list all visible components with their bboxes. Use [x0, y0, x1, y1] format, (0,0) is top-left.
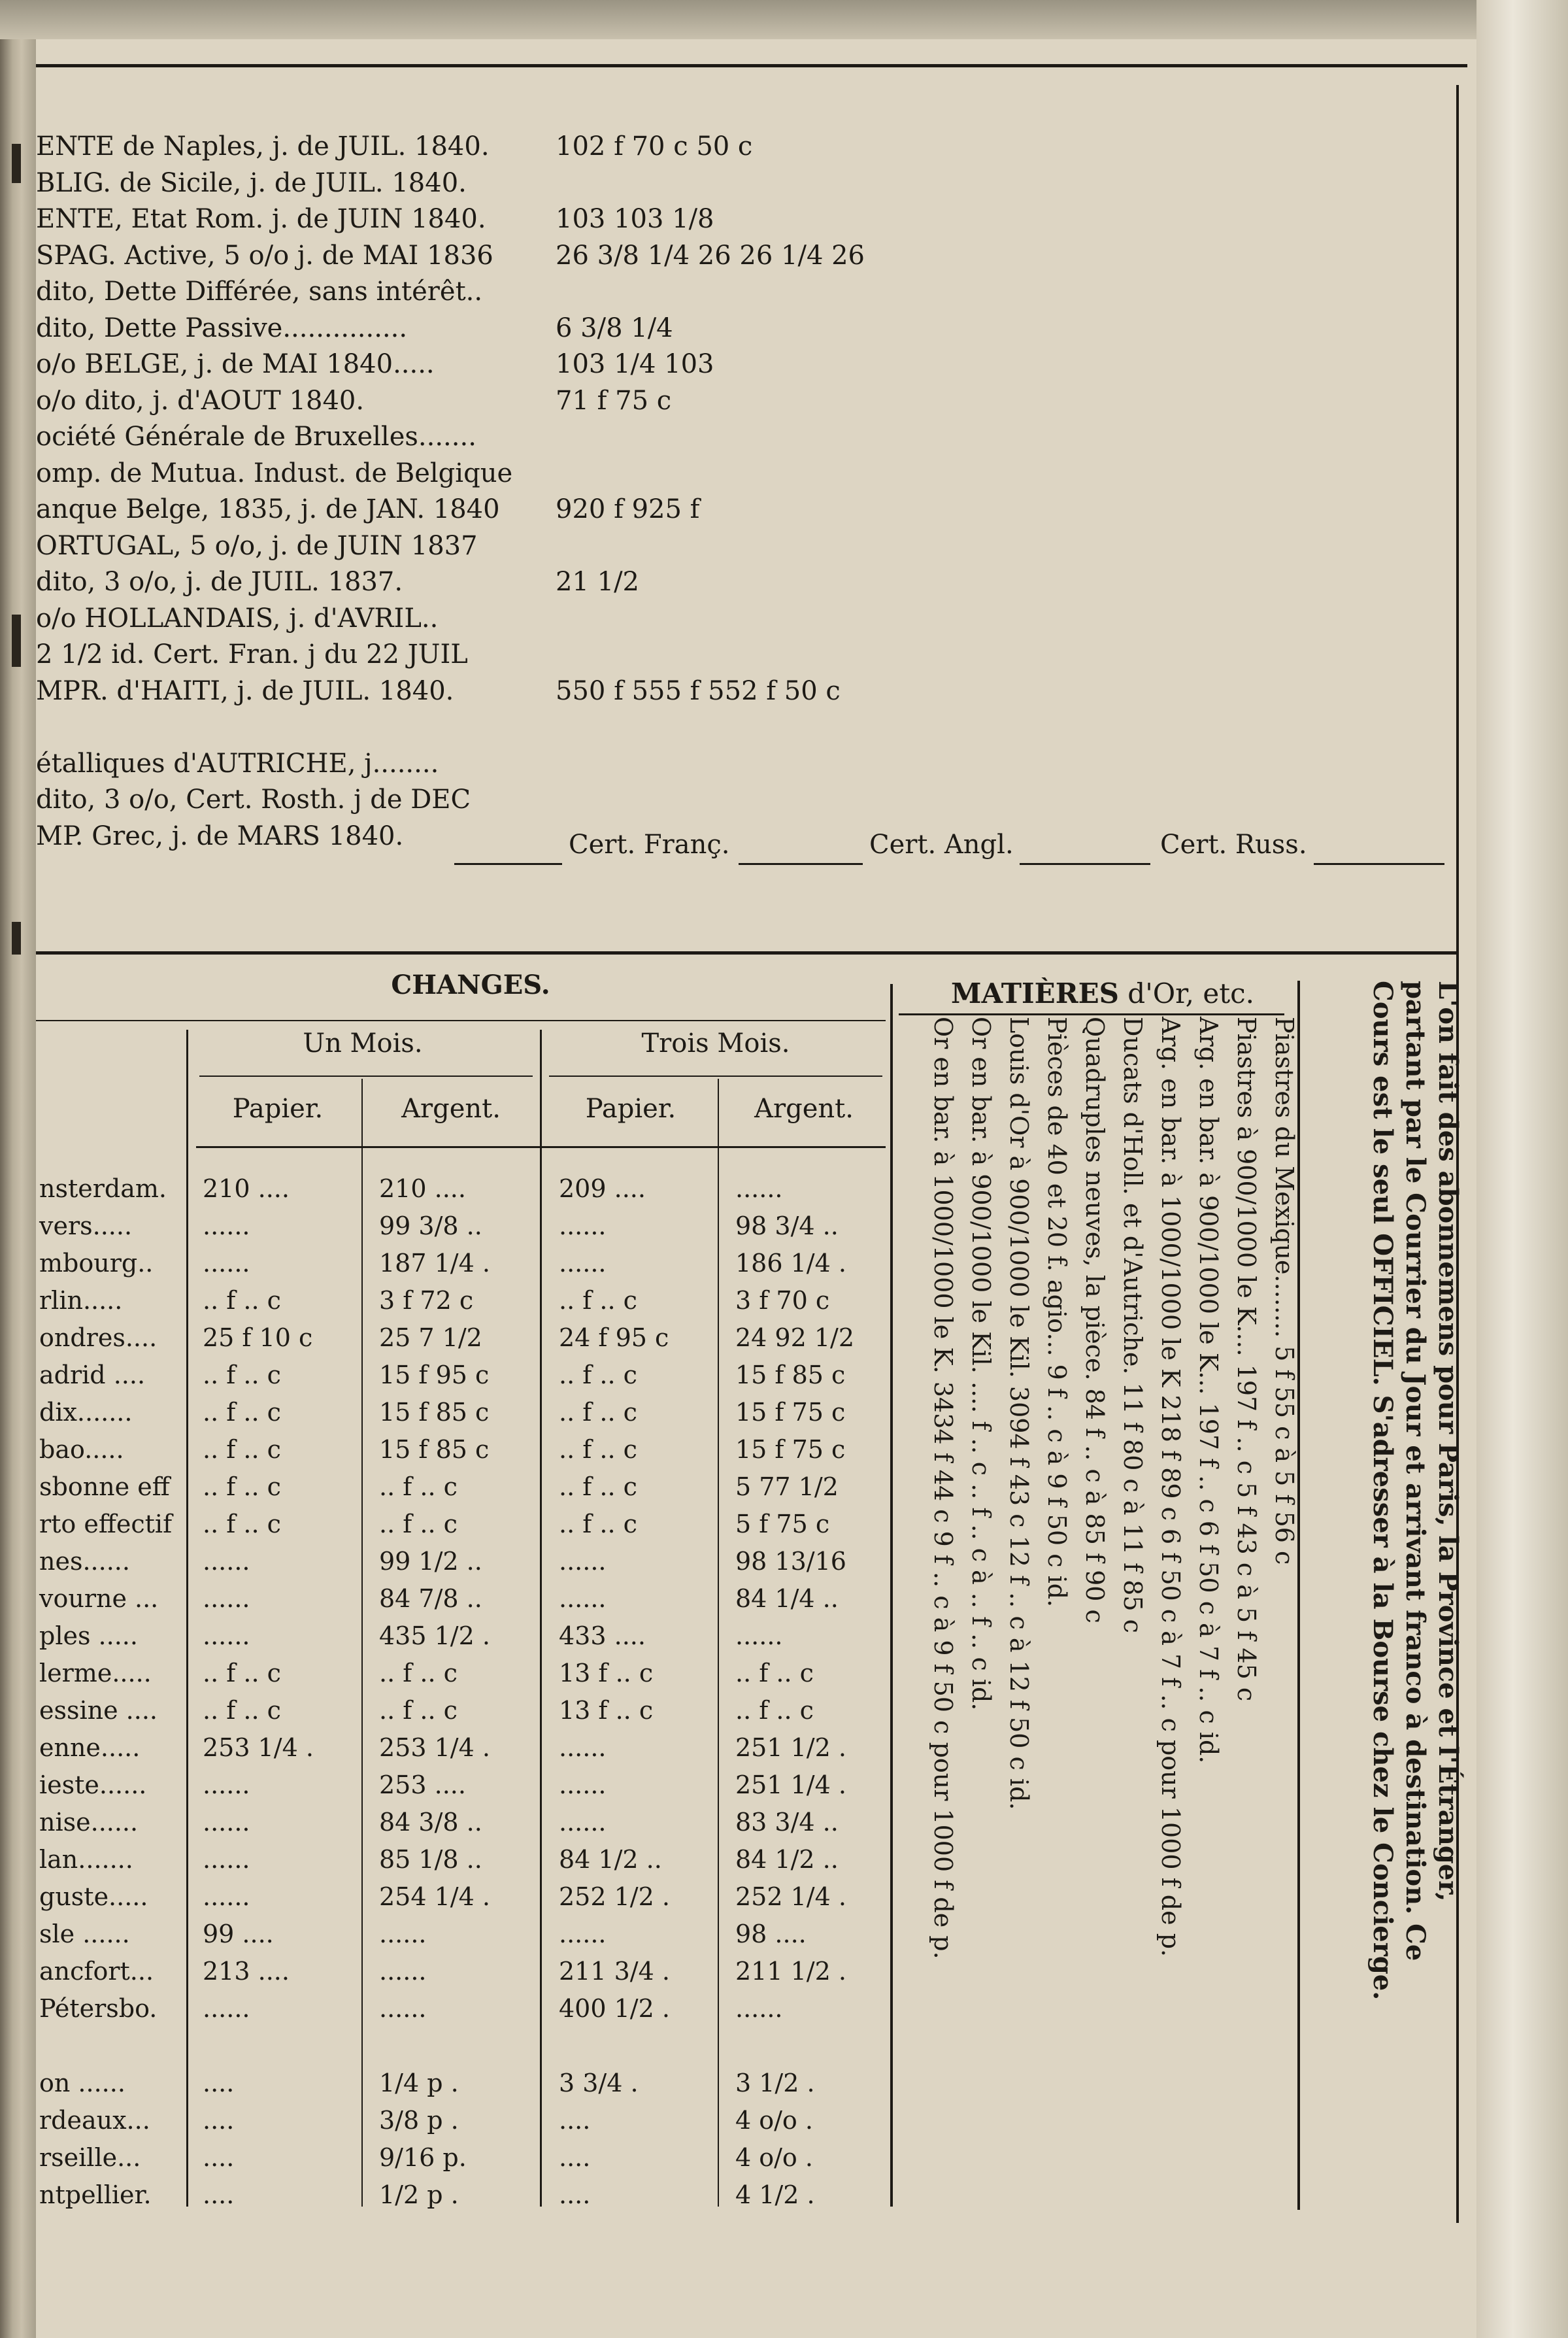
exchange-rate: ......	[379, 1957, 427, 1986]
exchange-rate: 213 ....	[203, 1957, 290, 1986]
cert-franc-label: Cert. Franç.	[569, 830, 730, 860]
exchange-rate: ......	[203, 1584, 250, 1613]
exchange-rate: 84 1/4 ..	[735, 1584, 839, 1613]
exchange-rate: 209 ....	[559, 1174, 646, 1203]
exchange-rate: ......	[559, 1920, 607, 1948]
exchange-rate: 13 f .. c	[559, 1696, 654, 1725]
exchange-rate: ....	[203, 2180, 235, 2209]
exchange-rate: ......	[203, 1547, 250, 1576]
security-name: o/o BELGE, j. de MAI 1840.....	[36, 349, 435, 379]
exchange-rate: 252 1/2 .	[559, 1882, 670, 1911]
exchange-rate: 15 f 95 c	[379, 1361, 490, 1389]
exchange-rate: ....	[559, 2180, 591, 2209]
security-name: ENTE de Naples, j. de JUIL. 1840.	[36, 131, 490, 161]
exchange-rate: 15 f 85 c	[735, 1361, 846, 1389]
exchange-rate: .. f .. c	[559, 1510, 637, 1538]
exchange-rate: 211 1/2 .	[735, 1957, 846, 1986]
col-divider	[890, 984, 893, 2207]
exchange-rate: 3 3/4 .	[559, 2069, 639, 2097]
cert-line	[1314, 863, 1444, 865]
matieres-list	[929, 1017, 1324, 1959]
security-name: SPAG. Active, 5 o/o j. de MAI 1836	[36, 240, 493, 271]
exchange-rate: 84 7/8 ..	[379, 1584, 482, 1613]
matiere-line: Arg. en bar. à 900/1000 le K... 197 f .. c 6 f 50 c à 7 f .. c id.	[1194, 1017, 1223, 1764]
exchange-rate: 254 1/4 .	[379, 1882, 490, 1911]
exchange-city: nes......	[39, 1547, 130, 1576]
exchange-rate: 3 f 72 c	[379, 1286, 474, 1315]
group-trois-mois: Trois Mois.	[641, 1028, 790, 1059]
exchange-rate: 4 o/o .	[735, 2143, 813, 2172]
exchange-rate: .. f .. c	[379, 1696, 458, 1725]
exchange-rate: 433 ....	[559, 1621, 646, 1650]
matiere-line: Piastres à 900/1000 le K.... 197 f .. c 5 f 43 c à 5 f 45 c	[1232, 1017, 1261, 1702]
security-quote: 920 f 925 f	[556, 494, 700, 524]
matiere-line: Arg. en bar. à 1000/1000 le K 218 f 89 c 6 f 50 c à 7 f .. c pour 1000 f de p.	[1156, 1017, 1185, 1957]
exchange-rate: ......	[735, 1994, 783, 2023]
exchange-rate: 3 f 70 c	[735, 1286, 830, 1315]
exchange-city: Pétersbo.	[39, 1994, 158, 2023]
exchange-rate: ......	[735, 1174, 783, 1203]
exchange-rate: .. f .. c	[735, 1659, 814, 1687]
exchange-city: lerme.....	[39, 1659, 152, 1687]
cert-line	[739, 863, 863, 865]
security-name: ENTE, Etat Rom. j. de JUIN 1840.	[36, 204, 486, 234]
exchange-city: guste.....	[39, 1882, 148, 1911]
exchange-city: vourne ...	[39, 1584, 159, 1613]
exchange-rate: ......	[559, 1808, 607, 1837]
exchange-rate: 24 92 1/2	[735, 1323, 855, 1352]
exchange-rate: 15 f 85 c	[379, 1398, 490, 1427]
exchange-city: ples .....	[39, 1621, 138, 1650]
spine-mark	[12, 144, 21, 183]
exchange-rate: ......	[203, 1770, 250, 1799]
matiere-line: Louis d'Or à 900/1000 le Kil. 3094 f 43 c 12 f .. c à 12 f 50 c id.	[1005, 1017, 1033, 1810]
exchange-rate: 400 1/2 .	[559, 1994, 670, 2023]
exchange-rate: 25 f 10 c	[203, 1323, 313, 1352]
matieres-rule	[899, 1013, 1284, 1015]
exchange-rate: .. f .. c	[559, 1398, 637, 1427]
binding-edge	[0, 39, 36, 2338]
security-name: o/o dito, j. d'AOUT 1840.	[36, 385, 365, 416]
exchange-rate: .. f .. c	[379, 1472, 458, 1501]
exchange-rate: 85 1/8 ..	[379, 1845, 482, 1874]
scan-top-edge	[0, 0, 1568, 39]
exchange-city: mbourg..	[39, 1249, 154, 1278]
exchange-rate: 84 1/2 ..	[559, 1845, 662, 1874]
exchange-rate: ....	[203, 2143, 235, 2172]
col-argent-1: Argent.	[401, 1094, 501, 1124]
exchange-rate: 1/4 p .	[379, 2069, 459, 2097]
exchange-rate: ......	[559, 1249, 607, 1278]
security-name: ociété Générale de Bruxelles.......	[36, 422, 476, 452]
exchange-rate: 1/2 p .	[379, 2180, 459, 2209]
exchange-rate: ......	[379, 1994, 427, 2023]
exchange-rate: ....	[559, 2106, 591, 2135]
top-rule	[36, 64, 1467, 67]
exchange-rate: .. f .. c	[203, 1510, 281, 1538]
exchange-city: rseille...	[39, 2143, 141, 2172]
security-quote: 103 1/4 103	[556, 349, 714, 379]
exchange-rate: 25 7 1/2	[379, 1323, 482, 1352]
exchange-rate: ......	[203, 1882, 250, 1911]
exchange-rate: 99 ....	[203, 1920, 274, 1948]
exchange-rate: 435 1/2 .	[379, 1621, 490, 1650]
exchange-rate: .. f .. c	[203, 1696, 281, 1725]
matiere-line: Ducats d'Holl. et d'Autriche. 11 f 80 c à 11 f 85 c	[1118, 1017, 1147, 1633]
exchange-city: on ......	[39, 2069, 125, 2097]
col-divider	[361, 1079, 363, 2207]
exchange-city: bao.....	[39, 1435, 124, 1464]
exchange-city: lan.......	[39, 1845, 133, 1874]
exchange-rate: 15 f 85 c	[379, 1435, 490, 1464]
exchange-rate: 83 3/4 ..	[735, 1808, 839, 1837]
page-right-edge	[1476, 0, 1568, 2338]
security-name: étalliques d'AUTRICHE, j........	[36, 748, 439, 779]
security-name: BLIG. de Sicile, j. de JUIL. 1840.	[36, 167, 467, 198]
exchange-rate: ......	[559, 1770, 607, 1799]
exchange-city: enne.....	[39, 1733, 141, 1762]
exchange-rate: .. f .. c	[203, 1398, 281, 1427]
exchange-rate: 253 1/4 .	[203, 1733, 314, 1762]
security-quote: 71 f 75 c	[556, 385, 672, 416]
exchange-rate: ......	[203, 1211, 250, 1240]
exchange-rate: 5 77 1/2	[735, 1472, 839, 1501]
exchange-rate: .. f .. c	[735, 1696, 814, 1725]
security-name: dito, Dette Différée, sans intérêt..	[36, 277, 483, 307]
exchange-rate: 251 1/4 .	[735, 1770, 846, 1799]
matiere-line: Piastres du Mexique........ 5 f 55 c à 5 f 56 c	[1270, 1017, 1299, 1565]
exchange-rate: 15 f 75 c	[735, 1398, 846, 1427]
cert-line	[1020, 863, 1150, 865]
exchange-rate: 251 1/2 .	[735, 1733, 846, 1762]
matiere-line: Quadruples neuves, la pièce. 84 f .. c à 85 f 90 c	[1080, 1017, 1109, 1623]
exchange-rate: ......	[559, 1211, 607, 1240]
group-un-mois: Un Mois.	[303, 1028, 423, 1059]
col-papier-2: Papier.	[585, 1094, 676, 1124]
exchange-city: vers.....	[39, 1211, 133, 1240]
exchange-rate: .. f .. c	[559, 1472, 637, 1501]
exchange-rate: 98 ....	[735, 1920, 807, 1948]
exchange-rate: ......	[559, 1733, 607, 1762]
security-quote: 26 3/8 1/4 26 26 1/4 26	[556, 240, 865, 271]
exchange-rate: .. f .. c	[203, 1659, 281, 1687]
exchange-rate: 13 f .. c	[559, 1659, 654, 1687]
security-quote: 103 103 1/8	[556, 204, 714, 234]
spine-mark	[12, 615, 21, 667]
exchange-city: essine ....	[39, 1696, 158, 1725]
exchange-rate: .. f .. c	[559, 1286, 637, 1315]
exchange-rate: 84 1/2 ..	[735, 1845, 839, 1874]
exchange-city: ntpellier.	[39, 2180, 152, 2209]
col-divider	[718, 1079, 719, 2207]
exchange-rate: .. f .. c	[559, 1435, 637, 1464]
exchange-rate: ....	[203, 2106, 235, 2135]
exchange-rate: ......	[203, 1808, 250, 1837]
changes-rule	[36, 1020, 886, 1021]
security-quote: 550 f 555 f 552 f 50 c	[556, 675, 841, 706]
exchange-city: adrid ....	[39, 1361, 146, 1389]
exchange-city: rto effectif	[39, 1510, 173, 1538]
exchange-rate: 210 ....	[203, 1174, 290, 1203]
exchange-rate: 187 1/4 .	[379, 1249, 490, 1278]
exchange-rate: ......	[559, 1584, 607, 1613]
security-name: anque Belge, 1835, j. de JAN. 1840	[36, 494, 500, 524]
exchange-rate: 84 3/8 ..	[379, 1808, 482, 1837]
exchange-rate: 252 1/4 .	[735, 1882, 846, 1911]
security-name: omp. de Mutua. Indust. de Belgique	[36, 458, 513, 488]
col-papier-1: Papier.	[232, 1094, 324, 1124]
exchange-rate: 253 1/4 .	[379, 1733, 490, 1762]
exchange-rate: ......	[203, 1994, 250, 2023]
exchange-city: nise......	[39, 1808, 139, 1837]
security-name: dito, 3 o/o, j. de JUIL. 1837.	[36, 567, 403, 597]
cert-line	[454, 863, 562, 865]
exchange-rate: 99 3/8 ..	[379, 1211, 482, 1240]
exchange-rate: 253 ....	[379, 1770, 466, 1799]
exchange-rate: ......	[735, 1621, 783, 1650]
security-name: dito, 3 o/o, Cert. Rosth. j de DEC	[36, 785, 471, 815]
exchange-rate: 3/8 p .	[379, 2106, 459, 2135]
security-name: 2 1/2 id. Cert. Fran. j du 22 JUIL	[36, 639, 468, 669]
exchange-rate: 186 1/4 .	[735, 1249, 846, 1278]
security-quote: 102 f 70 c 50 c	[556, 131, 753, 161]
exchange-rate: 99 1/2 ..	[379, 1547, 482, 1576]
exchange-rate: 210 ....	[379, 1174, 466, 1203]
matiere-line: Or en bar. à 900/1000 le Kil. .... f .. c .. f .. c à .. f .. c id.	[967, 1017, 995, 1711]
exchange-city: nsterdam.	[39, 1174, 167, 1203]
exchange-rate: 3 1/2 .	[735, 2069, 815, 2097]
cert-russ-label: Cert. Russ.	[1160, 830, 1307, 860]
matiere-line: Pièces de 40 et 20 f. agio... 9 f .. c à 9 f 50 c id.	[1043, 1017, 1071, 1608]
col-divider	[540, 1030, 542, 2207]
group-rule	[549, 1076, 882, 1077]
security-name: MPR. d'HAITI, j. de JUIL. 1840.	[36, 675, 454, 706]
exchange-rate: 98 3/4 ..	[735, 1211, 839, 1240]
exchange-city: sle ......	[39, 1920, 130, 1948]
spine-mark	[12, 922, 21, 955]
exchange-city: ondres....	[39, 1323, 158, 1352]
exchange-rate: ......	[379, 1920, 427, 1948]
security-name: ORTUGAL, 5 o/o, j. de JUIN 1837	[36, 530, 478, 561]
exchange-rate: .. f .. c	[203, 1361, 281, 1389]
exchange-rate: .. f .. c	[203, 1472, 281, 1501]
exchange-city: rlin.....	[39, 1286, 123, 1315]
exchange-rate: ......	[203, 1845, 250, 1874]
exchange-rate: ......	[203, 1621, 250, 1650]
exchange-rate: 9/16 p.	[379, 2143, 467, 2172]
security-name: o/o HOLLANDAIS, j. d'AVRIL..	[36, 603, 439, 634]
exchange-city: ieste......	[39, 1770, 147, 1799]
exchange-city: sbonne eff	[39, 1472, 170, 1501]
security-name: MP. Grec, j. de MARS 1840.	[36, 821, 404, 851]
section-divider	[36, 951, 1458, 955]
col-argent-2: Argent.	[754, 1094, 854, 1124]
exchange-city: rdeaux...	[39, 2106, 150, 2135]
subscription-notice: L'on fait des abonnemens pour Paris, la Province et l'Étranger, partant par le Courrier du Jour et arrivant franco à destination. Ce Cours est le seul OFFICIEL. S'adresser à la Bourse chez le Concierge.	[1367, 981, 1463, 2001]
exchange-rate: .. f .. c	[203, 1435, 281, 1464]
exchange-rate: 211 3/4 .	[559, 1957, 670, 1986]
exchange-rate: 98 13/16	[735, 1547, 846, 1576]
exchange-rate: ....	[203, 2069, 235, 2097]
security-quote: 6 3/8 1/4	[556, 313, 673, 343]
exchange-rate: 24 f 95 c	[559, 1323, 669, 1352]
exchange-rate: .. f .. c	[379, 1510, 458, 1538]
exchange-city: ancfort...	[39, 1957, 154, 1986]
exchange-rate: ....	[559, 2143, 591, 2172]
group-rule	[199, 1076, 533, 1077]
cert-angl-label: Cert. Angl.	[869, 830, 1014, 860]
exchange-rate: 4 o/o .	[735, 2106, 813, 2135]
exchange-rate: .. f .. c	[379, 1659, 458, 1687]
exchange-rate: ......	[559, 1547, 607, 1576]
exchange-rate: 4 1/2 .	[735, 2180, 815, 2209]
exchange-rate: ......	[203, 1249, 250, 1278]
matiere-line: Or en bar. à 1000/1000 le K. 3434 f 44 c 9 f .. c à 9 f 50 c pour 1000 f de p.	[929, 1017, 958, 1959]
exchange-rate: .. f .. c	[203, 1286, 281, 1315]
changes-title: CHANGES.	[391, 970, 550, 1000]
exchange-rate: .. f .. c	[559, 1361, 637, 1389]
exchange-rate: 5 f 75 c	[735, 1510, 830, 1538]
security-name: dito, Dette Passive...............	[36, 313, 408, 343]
col-divider	[186, 1030, 188, 2207]
security-quote: 21 1/2	[556, 567, 639, 597]
exchange-rate: 15 f 75 c	[735, 1435, 846, 1464]
exchange-city: dix.......	[39, 1398, 133, 1427]
matieres-title: MATIÈRES d'Or, etc.	[951, 977, 1254, 1009]
